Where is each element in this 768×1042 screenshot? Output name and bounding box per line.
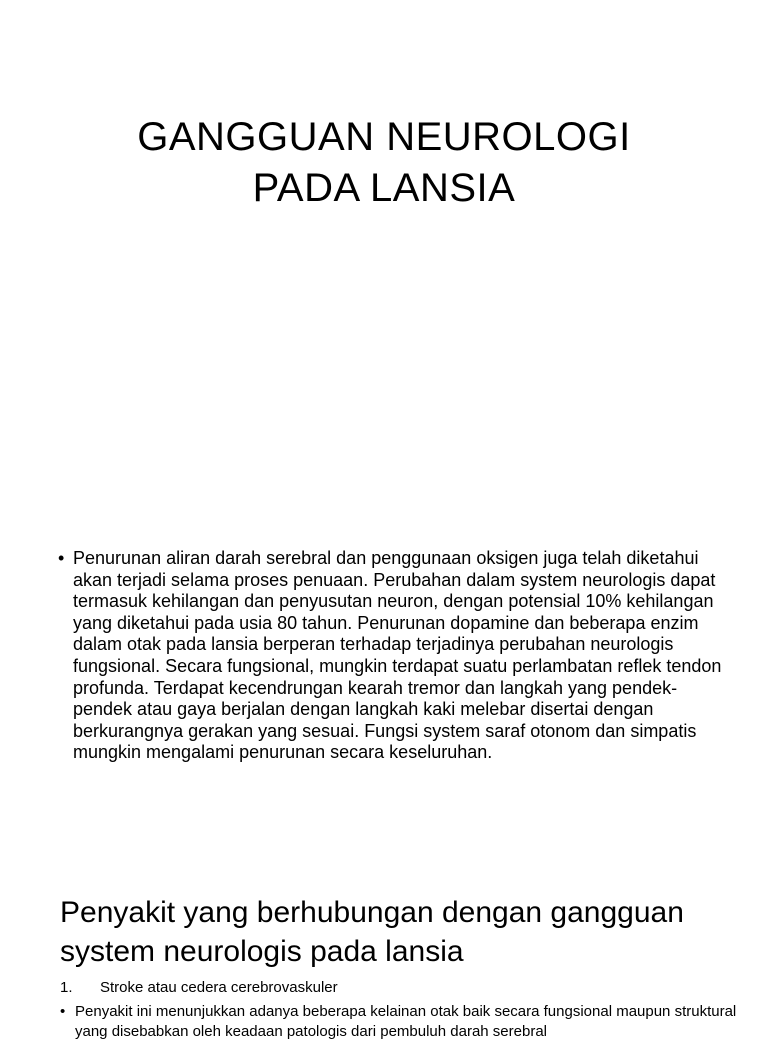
bullet-icon: • [58, 548, 65, 568]
heading-line-2: system neurologis pada lansia [60, 935, 464, 968]
bullet-item [60, 1002, 738, 1042]
numbered-item [60, 978, 338, 998]
item-text: Stroke atau cedera cerebrovaskuler [100, 979, 338, 996]
bullet-item [58, 548, 728, 764]
bullet-list [58, 548, 728, 764]
bullet-icon: • [60, 1003, 66, 1020]
bullet-text: Penyakit ini menunjukkan adanya beberapa kelainan otak baik secara fungsional maupun struktural yang disebabkan oleh keadaan patologis dari pembuluh darah serebral [75, 1003, 737, 1040]
item-number: 1. [60, 979, 73, 996]
heading-line-1: Penyakit yang berhubungan dengan gangguan [60, 896, 684, 929]
slide-heading [60, 893, 738, 971]
title-line-2: PADA LANSIA [252, 166, 516, 210]
slide-content [0, 534, 768, 846]
bullet-text: Penurunan aliran darah serebral dan penggunaan oksigen juga telah diketahui akan terjadi selama proses penuaan. Perubahan dalam system neurologis dapat termasuk kehilangan dan penyusutan neuron, dengan potensial 10% kehilangan yang diketahui pada usia 80 tahun. Penurunan dopamine dan beberapa enzim dalam otak pada lansia berperan terhadap terjadinya perubahan neurologis fungsional. Secara fungsional, mungkin terdapat suatu perlambatan reflek tendon profunda. Terdapat kecendrungan kearah tremor dan langkah yang pendek-pendek atau gaya berjalan dengan langkah kaki melebar disertai dengan berkurangnya gerakan yang sesuai. Fungsi system saraf otonom dan simpatis mungkin mengalami penurunan secara keseluruhan. [73, 548, 722, 763]
slide-title-heading [0, 112, 768, 214]
slide-diseases [0, 846, 768, 1040]
title-line-1: GANGGUAN NEUROLOGI [137, 115, 631, 159]
